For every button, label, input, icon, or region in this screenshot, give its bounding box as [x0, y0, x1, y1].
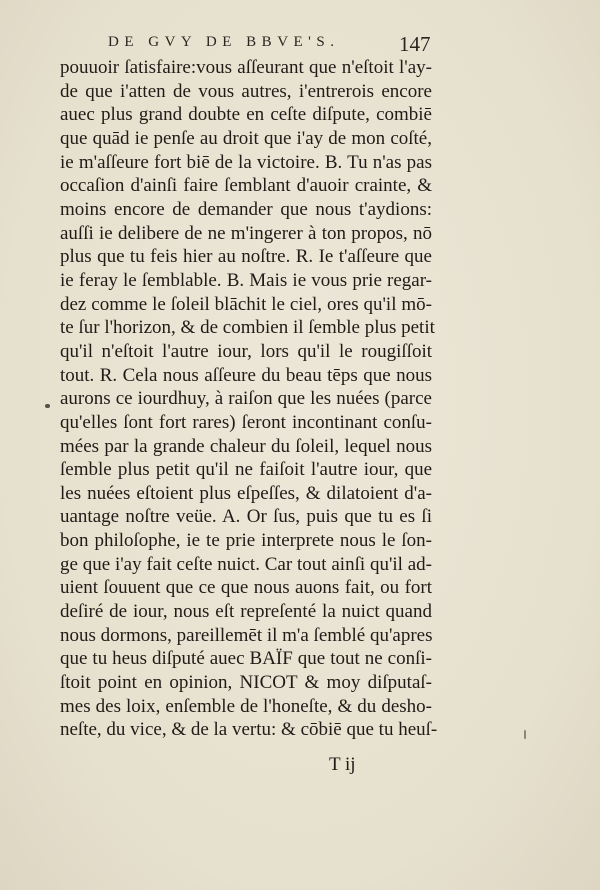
- text-line: plus que tu feis hier au noſtre. R. Ie t'aſſeure que: [60, 246, 432, 268]
- text-line: auec plus grand doubte en ceſte diſpute, combiē: [60, 104, 432, 126]
- text-line: ſemble plus petit qu'il ne faiſoit l'autre iour, que: [60, 459, 432, 481]
- text-line: que quād ie penſe au droit que i'ay de mon coſté,: [60, 127, 432, 149]
- text-line: neſte, du vice, & de la vertu: & cōbiē que tu heuſ-: [60, 719, 438, 741]
- text-line: uient ſouuent que ce que nous auons fait, ou fort: [60, 577, 432, 599]
- text-line: dez comme le ſoleil blāchit le ciel, ores qu'il mō-: [60, 293, 432, 315]
- text-line: ie m'aſſeure fort biē de la victoire. B. Tu n'as pas: [60, 151, 432, 173]
- text-line: mes des loix, enſemble de l'honeſte, & du desho-: [60, 695, 432, 717]
- text-line: moins encore de demander que nous t'aydions:: [60, 198, 432, 220]
- text-line: uantage noſtre veüe. A. Or ſus, puis que tu es ſi: [60, 506, 432, 528]
- text-line: qu'il n'eſtoit l'autre iour, lors qu'il le rougiſſoit: [60, 340, 432, 362]
- running-head: [0, 26, 600, 56]
- text-line: de que i'atten de vous autres, i'entrerois encore: [60, 80, 432, 102]
- running-title: DE GVY DE BBVE'S.: [108, 34, 340, 50]
- margin-mark: [45, 404, 50, 408]
- text-line: qu'elles ſont fort rares) ſeront incontinant conſu-: [60, 411, 432, 433]
- text-line: deſiré de iour, nous eſt repreſenté la nuict quand: [60, 601, 432, 623]
- text-line: occaſion d'ainſi faire ſemblant d'auoir crainte, &: [60, 175, 432, 197]
- text-line: que tu heus diſputé auec BAÏF que tout ne conſi-: [60, 648, 432, 670]
- text-line: auſſi ie delibere de ne m'ingerer à ton propos, nō: [60, 222, 432, 244]
- margin-mark: [524, 730, 526, 739]
- text-line: mées par la grande chaleur du ſoleil, lequel nous: [60, 435, 432, 457]
- text-line: nous dormons, pareillemēt il m'a ſemblé qu'apres: [60, 624, 433, 646]
- text-line: ge que i'ay fait ceſte nuict. Car tout ainſi qu'il ad-: [60, 553, 432, 575]
- text-line: ſtoit point en opinion, NICOT & moy diſputaſ-: [60, 672, 432, 694]
- text-line: les nuées eſtoient plus eſpeſſes, & dilatoient d'a-: [60, 482, 432, 504]
- text-line: aurons ce iourdhuy, à raiſon que les nuées (parce: [60, 388, 432, 410]
- text-line: bon philoſophe, ie te prie interprete nous le ſon-: [60, 530, 432, 552]
- signature-mark: T ij: [329, 754, 356, 775]
- page-number: 147: [399, 32, 431, 56]
- text-line: pouuoir ſatisfaire:vous aſſeurant que n'eſtoit l'ay-: [60, 57, 432, 78]
- body-text: [60, 56, 438, 742]
- text-line: te ſur l'horizon, & de combien il ſemble plus petit: [60, 317, 435, 339]
- text-line: tout. R. Cela nous aſſeure du beau tēps que nous: [60, 364, 432, 386]
- text-line: ie feray le ſemblable. B. Mais ie vous prie regar-: [60, 269, 432, 291]
